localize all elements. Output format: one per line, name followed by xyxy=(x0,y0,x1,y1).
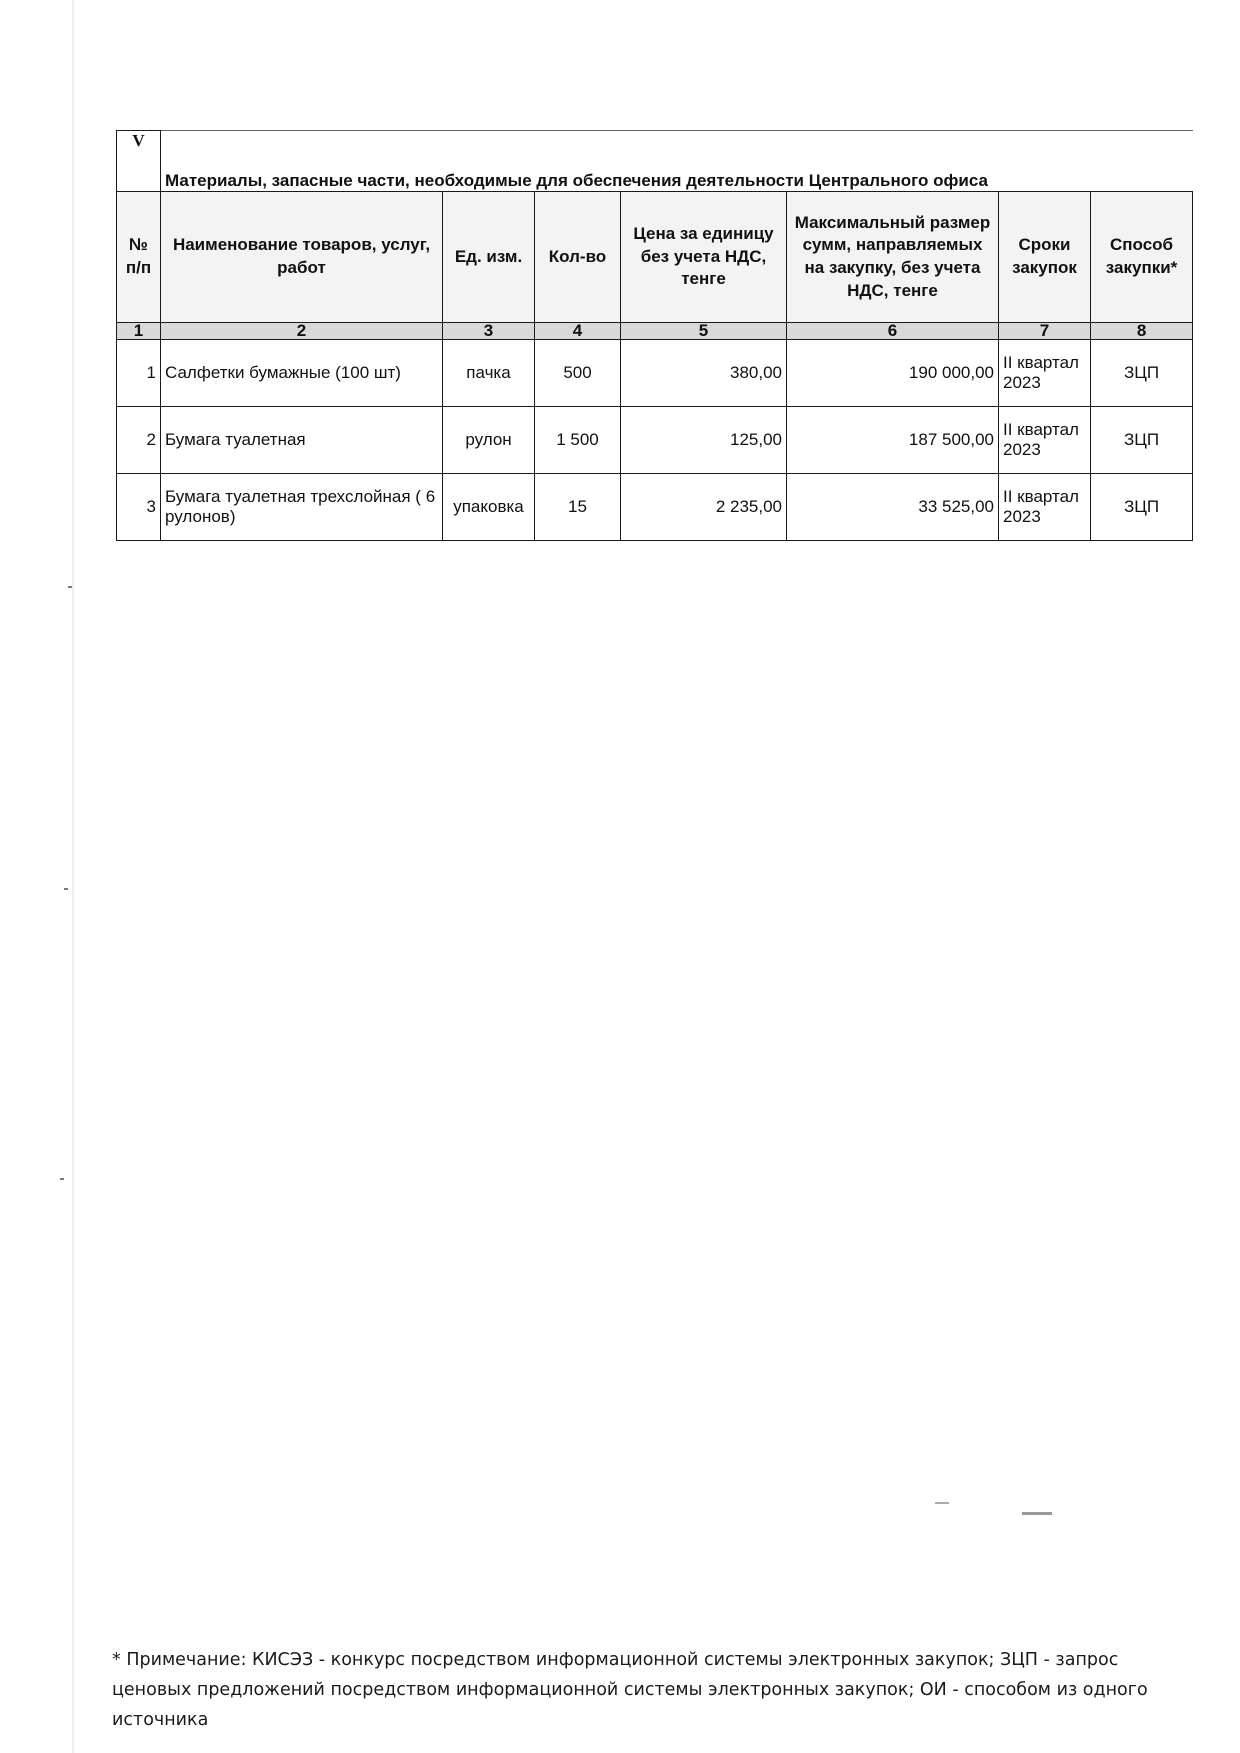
column-number: 2 xyxy=(161,323,443,340)
item-qty: 500 xyxy=(535,340,621,407)
header-row xyxy=(117,192,1193,323)
item-sum: 187 500,00 xyxy=(787,407,999,474)
item-unit: рулон xyxy=(443,407,535,474)
column-number: 4 xyxy=(535,323,621,340)
header-price: Цена за единицу без учета НДС, тенге xyxy=(621,192,787,323)
header-period: Сроки закупок xyxy=(999,192,1091,323)
item-price: 2 235,00 xyxy=(621,474,787,541)
header-method: Способ закупки* xyxy=(1091,192,1193,323)
scan-speck xyxy=(1022,1512,1052,1515)
item-unit: упаковка xyxy=(443,474,535,541)
header-num: № п/п xyxy=(117,192,161,323)
item-price: 380,00 xyxy=(621,340,787,407)
item-sum: 190 000,00 xyxy=(787,340,999,407)
item-name: Салфетки бумажные (100 шт) xyxy=(161,340,443,407)
scan-speck xyxy=(68,586,72,588)
item-name: Бумага туалетная xyxy=(161,407,443,474)
item-period: II квартал 2023 xyxy=(999,474,1091,541)
column-number: 3 xyxy=(443,323,535,340)
item-method: ЗЦП xyxy=(1091,474,1193,541)
scan-speck xyxy=(64,888,68,890)
procurement-table xyxy=(116,130,1193,541)
item-method: ЗЦП xyxy=(1091,407,1193,474)
row-number: 1 xyxy=(117,340,161,407)
row-number: 2 xyxy=(117,407,161,474)
section-number: V xyxy=(117,131,161,192)
column-number: 5 xyxy=(621,323,787,340)
scan-page-edge xyxy=(72,0,74,1753)
table-row xyxy=(117,340,1193,407)
footnote: * Примечание: КИСЭЗ - конкурс посредством информационной системы электронных закупок; ЗЦП - запрос ценовых предложений посредством информационной системы электронных закупок; ОИ - способом из одного источника xyxy=(112,1650,1148,1730)
item-qty: 15 xyxy=(535,474,621,541)
column-number: 6 xyxy=(787,323,999,340)
item-price: 125,00 xyxy=(621,407,787,474)
scan-speck xyxy=(60,1178,64,1180)
column-number: 1 xyxy=(117,323,161,340)
header-unit: Ед. изм. xyxy=(443,192,535,323)
header-max-sum: Максимальный размер сумм, направляемых на закупку, без учета НДС, тенге xyxy=(787,192,999,323)
column-number-row xyxy=(117,323,1193,340)
table-row xyxy=(117,474,1193,541)
row-number: 3 xyxy=(117,474,161,541)
table-row xyxy=(117,407,1193,474)
item-qty: 1 500 xyxy=(535,407,621,474)
item-method: ЗЦП xyxy=(1091,340,1193,407)
section-row xyxy=(117,131,1193,192)
item-period: II квартал 2023 xyxy=(999,407,1091,474)
item-period: II квартал 2023 xyxy=(999,340,1091,407)
column-number: 7 xyxy=(999,323,1091,340)
item-name: Бумага туалетная трехслойная ( 6 рулонов) xyxy=(161,474,443,541)
column-number: 8 xyxy=(1091,323,1193,340)
header-qty: Кол-во xyxy=(535,192,621,323)
section-title: Материалы, запасные части, необходимые для обеспечения деятельности Центрального офиса xyxy=(161,131,1193,192)
item-unit: пачка xyxy=(443,340,535,407)
item-sum: 33 525,00 xyxy=(787,474,999,541)
scan-speck xyxy=(935,1502,949,1504)
header-name: Наименование товаров, услуг, работ xyxy=(161,192,443,323)
